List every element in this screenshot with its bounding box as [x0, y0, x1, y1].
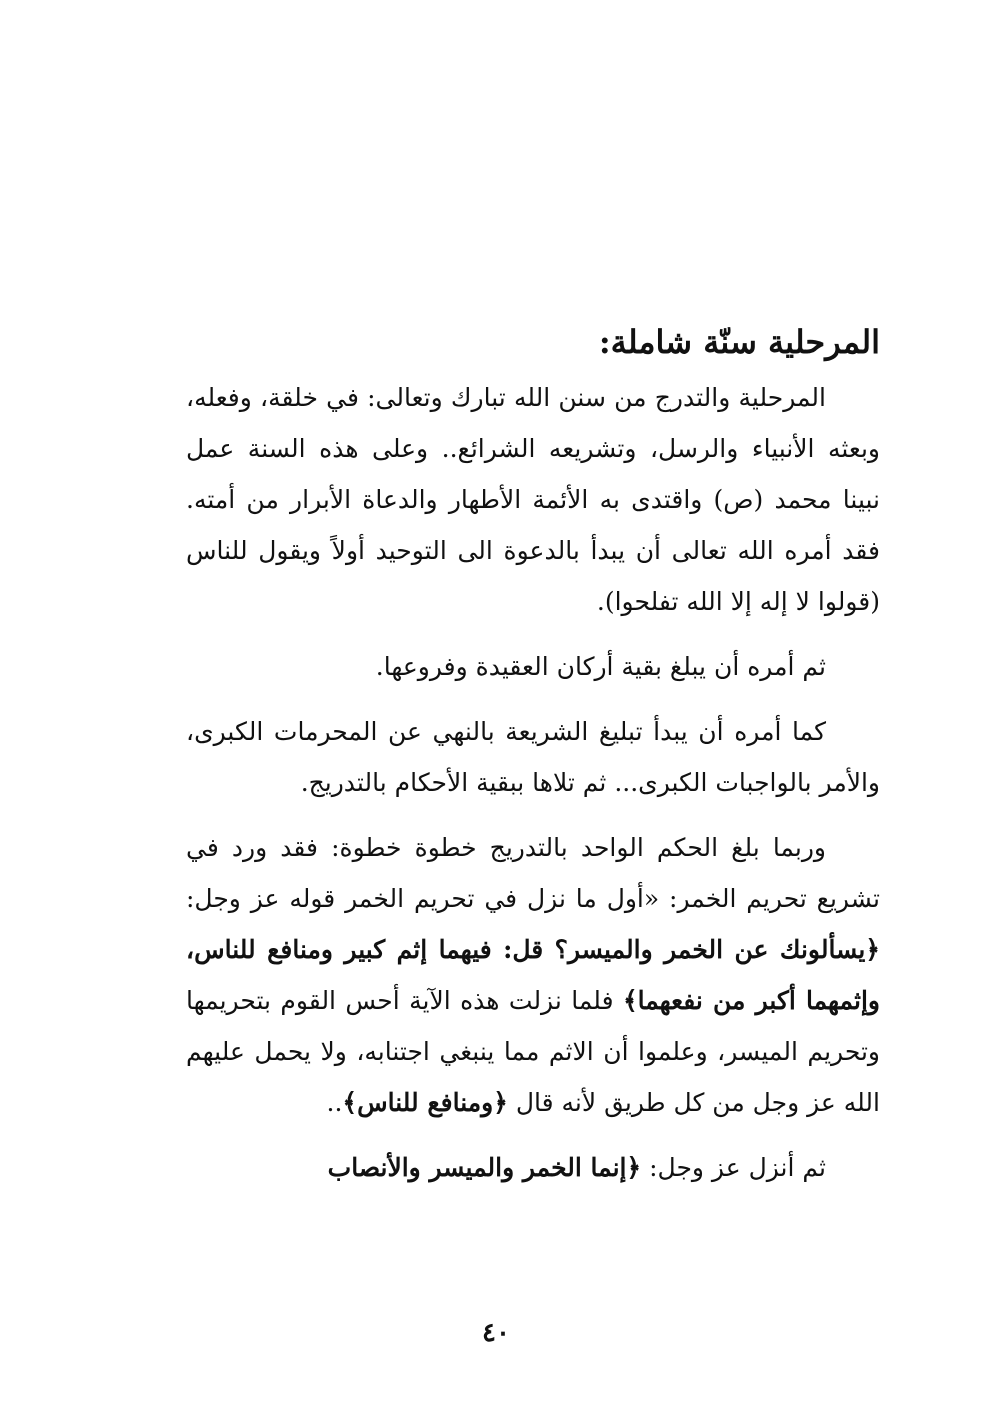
paragraph-text: ثم أمره أن يبلغ بقية أركان العقيدة وفروعها. — [375, 652, 826, 681]
section-heading: المرحلية سنّة شاملة: — [598, 323, 880, 361]
paragraph-major-prohibitions — [186, 706, 880, 808]
paragraph-wine-prohibition — [186, 822, 880, 1128]
page-number: ٤٠ — [482, 1318, 510, 1348]
paragraph-text: المرحلية والتدرج من سنن الله تبارك وتعالى: في خلقة، وفعله، وبعثه الأنبياء والرسل، وتشريعه الشرائع.. وعلى هذه السنة عمل نبينا محمد (ص) واقتدى به الأئمة الأطهار والدعاة الأبرار من أمته. فقد أمره الله تعالى أن يبدأ بالدعوة الى التوحيد أولاً ويقول للناس (قولوا لا إله إلا الله تفلحوا). — [186, 383, 880, 616]
paragraph-gradualism-sunnah — [186, 372, 880, 627]
page-text-block — [186, 318, 880, 1207]
quran-verse: ﴿يسألونك عن الخمر والميسر؟ قل: فيهما إثم كبير ومنافع للناس، وإثمهما أكبر من نفعهما﴾ — [186, 935, 880, 1015]
paragraph-text: .. — [326, 1088, 343, 1117]
paragraph-text: وربما بلغ الحكم الواحد بالتدريج خطوة خطوة: فقد ورد في تشريع تحريم الخمر: «أول ما نزل في تحريم الخمر قوله عز وجل: — [186, 833, 880, 913]
paragraph-text: ثم أنزل عز وجل: — [641, 1153, 826, 1182]
quran-verse: ﴿ومنافع للناس﴾ — [342, 1088, 508, 1117]
quran-verse: ﴿إنما الخمر والميسر والأنصاب — [327, 1153, 642, 1182]
paragraph-second-revelation — [186, 1142, 880, 1193]
paragraph-text: فلما نزلت هذه الآية أحس القوم بتحريمها وتحريم الميسر، وعلموا أن الاثم مما ينبغي اجتنابه، ولا يحمل عليهم الله عز وجل من كل طريق لأنه قال — [186, 986, 880, 1117]
paragraph-text: كما أمره أن يبدأ تبليغ الشريعة بالنهي عن المحرمات الكبرى، والأمر بالواجبات الكبرى... ثم تلاها ببقية الأحكام بالتدريج. — [186, 717, 880, 797]
paragraph-creed-pillars — [186, 641, 880, 692]
